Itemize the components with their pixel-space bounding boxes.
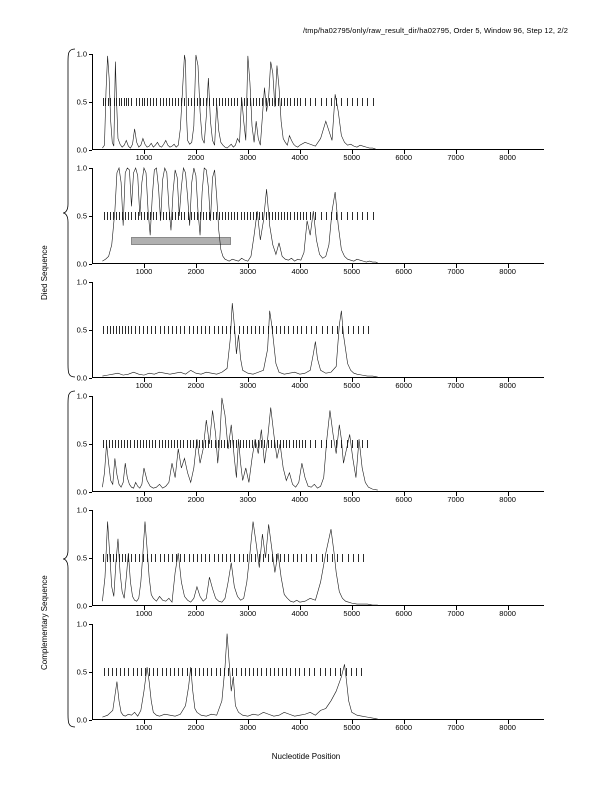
x-tick-label: 3000 (239, 153, 257, 162)
y-axis-label-died-sequence: Died Sequence (40, 245, 49, 300)
x-tick-label: 3000 (239, 495, 257, 504)
x-tick-label: 4000 (291, 381, 309, 390)
figure-title: /tmp/ha02795/only/raw_result_dir/ha02795, Order 5, Window 96, Step 12, 2/2 (302, 26, 568, 35)
y-tick-label: 0.0 (76, 373, 87, 383)
subplot-4 (76, 391, 544, 504)
subplot-1 (76, 49, 544, 162)
x-tick-label: 2000 (187, 723, 205, 732)
y-tick-mark (89, 720, 93, 721)
x-tick-label: 2000 (187, 609, 205, 618)
y-tick-mark (89, 606, 93, 607)
x-tick-label: 4000 (291, 153, 309, 162)
x-tick-label: 5000 (343, 609, 361, 618)
x-tick-label: 2000 (187, 153, 205, 162)
x-tick-label: 6000 (395, 381, 413, 390)
x-tick-label: 4000 (291, 609, 309, 618)
subplot-5 (76, 505, 544, 618)
x-tick-label: 3000 (239, 609, 257, 618)
x-tick-label: 5000 (343, 381, 361, 390)
y-tick-label: 0.5 (76, 667, 87, 677)
x-tick-label: 6000 (395, 153, 413, 162)
trace-line-1 (92, 54, 544, 150)
x-tick-label: 6000 (395, 723, 413, 732)
y-tick-label: 1.0 (76, 391, 87, 401)
y-tick-mark (89, 378, 93, 379)
y-tick-label: 0.5 (76, 211, 87, 221)
y-tick-label: 1.0 (76, 619, 87, 629)
y-tick-label: 1.0 (76, 277, 87, 287)
x-tick-label: 3000 (239, 267, 257, 276)
x-tick-label: 8000 (499, 723, 516, 732)
x-tick-label: 6000 (395, 609, 413, 618)
x-tick-label: 6000 (395, 495, 413, 504)
subplot-3 (76, 277, 544, 390)
x-tick-label: 1000 (135, 609, 153, 618)
trace-line-6 (92, 624, 544, 720)
x-tick-label: 2000 (187, 495, 205, 504)
x-tick-label: 7000 (447, 153, 465, 162)
x-tick-label: 6000 (395, 267, 413, 276)
trace-line-2 (92, 168, 544, 264)
x-tick-label: 4000 (291, 723, 309, 732)
y-tick-label: 0.5 (76, 325, 87, 335)
subplot-6 (76, 619, 544, 732)
x-tick-label: 7000 (447, 381, 465, 390)
y-tick-label: 0.0 (76, 145, 87, 155)
y-tick-label: 0.0 (76, 487, 87, 497)
x-tick-label: 1000 (135, 723, 153, 732)
y-tick-label: 1.0 (76, 49, 87, 59)
x-tick-label: 8000 (499, 609, 516, 618)
x-tick-label: 5000 (343, 153, 361, 162)
x-tick-label: 4000 (291, 267, 309, 276)
x-tick-label: 5000 (343, 723, 361, 732)
y-axis-label-complementary-sequence: Complementary Sequence (40, 575, 49, 670)
x-tick-label: 2000 (187, 381, 205, 390)
x-tick-label: 8000 (499, 381, 516, 390)
trace-line-5 (92, 510, 544, 606)
x-tick-label: 7000 (447, 609, 465, 618)
x-tick-label: 1000 (135, 153, 153, 162)
y-tick-label: 0.5 (76, 97, 87, 107)
subplot-2 (76, 163, 544, 276)
y-tick-label: 0.0 (76, 601, 87, 611)
trace-line-3 (92, 282, 544, 378)
y-tick-label: 0.5 (76, 439, 87, 449)
x-tick-label: 3000 (239, 723, 257, 732)
y-tick-label: 0.5 (76, 553, 87, 563)
y-tick-label: 1.0 (76, 163, 87, 173)
x-tick-label: 3000 (239, 381, 257, 390)
group-brace-died-sequence (62, 48, 76, 378)
x-axis-label: Nucleotide Position (271, 752, 341, 761)
y-tick-mark (89, 264, 93, 265)
y-tick-label: 0.0 (76, 259, 87, 269)
x-tick-label: 5000 (343, 495, 361, 504)
x-tick-label: 8000 (499, 267, 516, 276)
x-tick-label: 7000 (447, 267, 465, 276)
x-tick-label: 2000 (187, 267, 205, 276)
x-tick-label: 8000 (499, 153, 516, 162)
trace-line-4 (92, 396, 544, 492)
x-tick-label: 1000 (135, 381, 153, 390)
y-tick-label: 1.0 (76, 505, 87, 515)
x-tick-label: 1000 (135, 495, 153, 504)
y-tick-label: 0.0 (76, 715, 87, 725)
x-tick-label: 5000 (343, 267, 361, 276)
group-brace-complementary-sequence (62, 390, 76, 728)
x-tick-label: 7000 (447, 723, 465, 732)
y-tick-mark (89, 150, 93, 151)
x-tick-label: 4000 (291, 495, 309, 504)
y-tick-mark (89, 492, 93, 493)
x-tick-label: 8000 (499, 495, 516, 504)
x-tick-label: 7000 (447, 495, 465, 504)
x-tick-label: 1000 (135, 267, 153, 276)
